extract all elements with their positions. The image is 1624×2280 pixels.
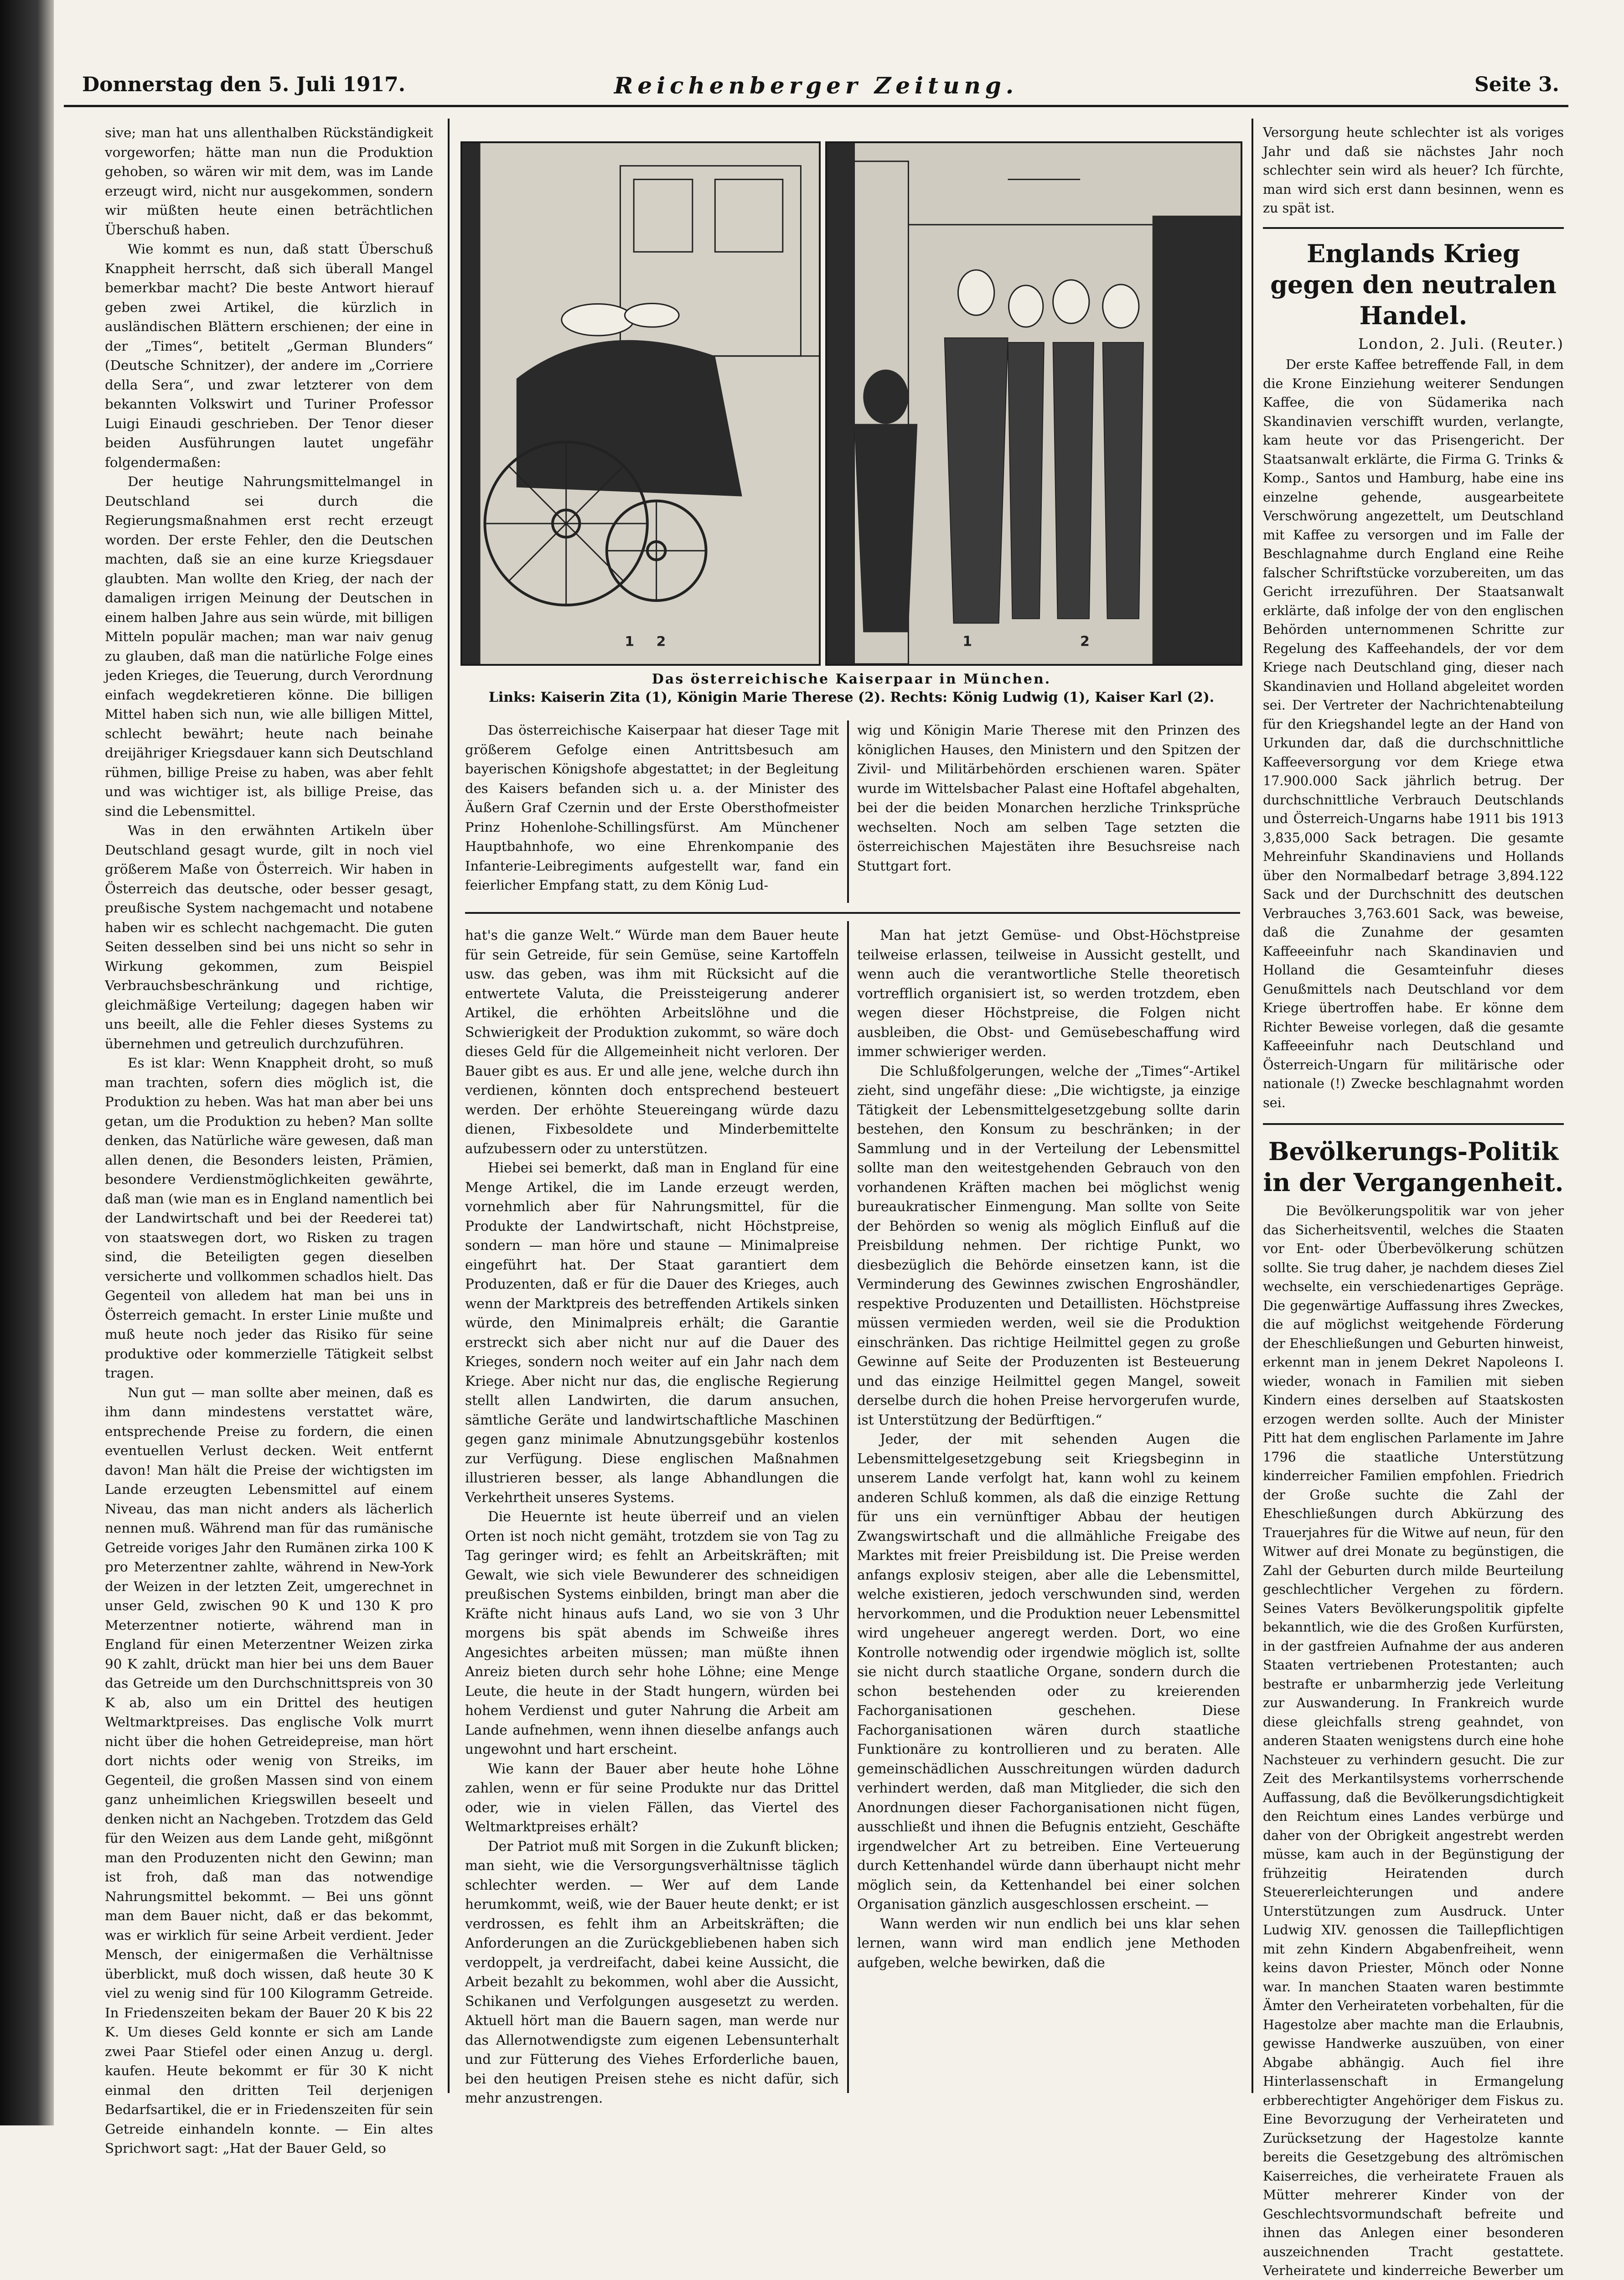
paragraph: Was in den erwähnten Artikeln über Deutschland gesagt wurde, gilt in noch viel größerem Maße von Österreich. Wir haben in Österreich das deutsche, oder besser gesagt, preußische System nachgemacht und notabene haben wir es schlecht nachgemacht. Die guten Seiten desselben sind bei uns nicht so sehr in Wirkung gekommen, zum Beispiel Verbrauchsbeschränkung und richtige, gleichmäßige Verteilung; dagegen haben wir uns beeilt, alle die Fehler dieses Systems zu übernehmen und getreulich durchzuführen. <box>105 823 433 1052</box>
paragraph: Versorgung heute schlechter ist als voriges Jahr und daß sie nächstes Jahr noch schlechter sein wird als heuer? Ich fürchte, man wird sich erst dann besinnen, wenn es zu spät ist. <box>1263 124 1564 216</box>
paragraph: Der heutige Nahrungsmittelmangel in Deutschland sei durch die Regierungsmaßnahmen erst recht erzeugt worden. Der erste Fehler, den die Deutschen machten, daß sie an eine kurze Kriegsdauer glaubten. Man wollte den Krieg, der nach der damaligen irrigen Meinung der Deutschen in einem halben Jahre aus sein würde, mit billigen Mitteln populär machen; man war naiv genug zu glauben, daß man die natürliche Folge eines jeden Krieges, die Teuerung, durch Verordnung einfach wegdekretieren könne. Die billigen Mittel haben sich nun, wie alle billigen Mittel, schlecht bewährt; heute nach beinahe dreijähriger Kriegsdauer kann sich Deutschland rühmen, billige Preise zu haben, was aber fehlt und was wichtiger ist, als billige Preise, das sind die Lebensmittel. <box>105 474 433 819</box>
section-rule <box>1263 1123 1564 1125</box>
illustration-left-panel <box>460 141 821 666</box>
column-rule <box>847 720 849 903</box>
column-1 <box>105 123 433 2156</box>
header-date: Donnerstag den 5. Juli 1917. <box>82 73 406 96</box>
paragraph: Es ist klar: Wenn Knappheit droht, so muß man trachten, sofern dies möglich ist, die Produktion zu heben. Was hat man aber bei uns getan, um die Produktion zu heben? Man sollte denken, das Natürliche wäre gewesen, daß man allen denen, die Besonders leisten, Prämien, besondere Verdienstmöglichkeiten gewährte, daß man (wie man es in England namentlich bei der Landwirtschaft und bei der Reederei tat) von staatswegen dort, wo Risken zu tragen sind, die Beteiligten gegen dieselben versicherte und vollkommen schadlos hielt. Das Gegenteil von alledem hat man bei uns in Österreich gemacht. In erster Linie mußte und muß heute noch jeder das Risiko für seine produktive oder kommerzielle Tätigkeit selbst tragen. <box>105 1055 433 1381</box>
newspaper-page <box>64 68 1568 2278</box>
paragraph: Das österreichische Kaiserpaar hat dieser Tage mit größerem Gefolge einen Antrittsbesuch am bayerischen Königshofe abgestattet; in der Begleitung des Kaisers befanden sich u. a. der Minister des Äußern Graf Czernin und der Erste Obersthofmeister Prinz Hohenlohe-Schillingsfürst. Am Münchener Hauptbahnhofe, wo eine Ehrenkompanie des Infanterie-Leibregiments aufgestellt war, fand ein feierlicher Empfang statt, zu dem König Lud- <box>465 722 839 893</box>
paragraph: Die Schlußfolgerungen, welche der „Times“-Artikel zieht, sind ungefähr diese: „Die wichtigste, ja einzige Tätigkeit der Lebensmittelgesetzgebung sollte darin bestehen, den Konsum zu beschränken; in der Sammlung und in der Verteilung der Lebensmittel sollte man den weitestgehenden Gebrauch von den vorhandenen Kräften machen bei möglichst wenig bureaukratischer Einmengung. Man sollte von Seite der Behörden so wenig als möglich Einfluß auf die Preisbildung nehmen. Der richtige Punkt, wo diesbezüglich die Behörde einsetzen kann, ist die Verminderung des Gewinnes zwischen Engroshändler, respektive Produzenten und Detaillisten. Höchstpreise müssen vermieden werden, weil sie die Produktion einschränken. Das richtige Heilmittel gegen zu große Gewinne auf Seite der Produzenten ist Besteuerung und das einzige Heilmittel gegen Mangel, soweit derselbe durch die hohen Preise hervorgerufen wurde, ist Unterstützung der Bedürftigen.“ <box>857 1063 1240 1428</box>
column-3-top <box>857 720 1240 903</box>
paragraph: Der Patriot muß mit Sorgen in die Zukunft blicken; man sieht, wie die Versorgungsverhältnisse täglich schlechter werden. — Wer auf dem Lande herumkommt, weiß, wie der Bauer heute denkt; er ist verdrossen, es fehlt ihm an Arbeitskräften; die Anforderungen an die Zurückgebliebenen haben sich verdoppelt, ja verdreifacht, dabei keine Aussicht, die Arbeit bezahlt zu bekommen, wohl aber die Aussicht, Schikanen und Verfolgungen ausgesetzt zu werden. Aktuell hört man die Bauern sagen, man werde nur das Allernotwendigste zum eigenen Lebensunterhalt und zur Fütterung des Viehes Erforderliche bauen, bei den heutigen Preisen stehe es nicht dafür, sich mehr anzustrengen. <box>465 1838 839 2106</box>
paragraph: Wann werden wir nun endlich bei uns klar sehen lernen, wann wird man endlich jene Methoden aufgeben, welche bewirken, daß die <box>857 1916 1240 1970</box>
column-4 <box>1263 123 1564 2278</box>
paragraph: Der erste Kaffee betreffende Fall, in dem die Krone Einziehung weiterer Sendungen Kaffee, die von Südamerika nach Skandinavien verschifft wurden, verlangte, kam heute vor das Prisengericht. Der Staatsanwalt erklärte, die Firma G. Trinks & Komp., Santos und Hamburg, habe eine ins einzelne gehende, ausgearbeitete Verschwörung angezettelt, um Deutschland mit Kaffee zu versorgen und im Falle der Beschlagnahme durch England eine Reihe falscher Schriftstücke vorzubereiten, um das Gericht irrezuführen. Der Staatsanwalt erklärte, daß infolge der von den englischen Behörden unternommenen Schritte zur Regelung des Kaffeehandels, der vor dem Kriege nach Deutschland ging, dieser nach Skandinavien und Holland abgeleitet worden sei. Der Vertreter der Nachrichtenabteilung für den Kriegshandel legte an der Hand von Urkunden dar, daß die durchschnittliche Kaffeeversorgung vor dem Kriege etwa 17.900.000 Sack jährlich betrug. Der durchschnittliche Verbrauch Deutschlands und Österreich-Ungarns habe 1911 bis 1913 3,835,000 Sack betragen. Die gesamte Mehreinfuhr Skandinaviens und Hollands über den Normalbedarf betrage 3,894.122 Sack und der Durchschnitt des deutschen Verbrauches 3,763.601 Sack, was beweise, daß die Zunahme der gesamten Kaffeeeinfuhr nach Skandinavien und Holland die Gesamteinfuhr dieses Genußmittels nach Deutschland vor dem Kriege übertroffen habe. Er könne dem Richter Beweise vorlegen, daß die gesamte Kaffeeeinfuhr nach Deutschland und Österreich-Ungarn für militärische oder nationale (!) Zwecke beschlagnahmt worden sei. <box>1263 357 1564 1110</box>
scan-edge <box>0 0 54 2125</box>
paragraph: wig und Königin Marie Therese mit den Prinzen des königlichen Hauses, den Ministern und den Spitzen der Zivil- und Militärbehörden erschienen waren. Später wurde im Wittelsbacher Palast eine Hoftafel abgehalten, bei der die beiden Monarchen herzliche Trinksprüche wechselten. Noch am selben Tage setzten die österreichischen Majestäten ihre Besuchsreise nach Stuttgart fort. <box>857 722 1240 874</box>
paragraph: Die Bevölkerungspolitik war von jeher das Sicherheitsventil, welches die Staaten vor Ent- oder Überbevölkerung schützen sollte. Sie trug daher, je nachdem dieses Ziel wechselte, ein verschiedenartiges Gepräge. Die gegenwärtige Auffassung ihres Zweckes, die auf möglichst weitgehende Förderung der Eheschließungen und Geburten hinweist, erkennt man in jenem Dekret Napoleons I. wieder, wonach in Familien mit sieben Kindern eines derselben auf Staatskosten erzogen werden sollte. Auch der Minister Pitt hat dem englischen Parlamente im Jahre 1796 die staatliche Unterstützung kinderreicher Familien empfohlen. Friedrich der Große suchte die Zahl der Eheschließungen durch Abkürzung des Trauerjahres für die Witwe auf neun, für den Witwer auf drei Monate zu begünstigen, die Zahl der Geburten durch milde Beurteilung geschlechtlicher Vergehen zu fördern. Seines Vaters Bevölkerungspolitik gipfelte bekanntlich, wie die des Großen Kurfürsten, in der gastfreien Aufnahme der aus anderen Staaten vertriebenen Protestanten; auch bestrafte er unbarmherzig jede Verleitung zur Auswanderung. In Frankreich wurde diese gleichfalls streng geahndet, von anderen Staaten wenigstens durch eine hohe Nachsteuer zu verhindern gesucht. Die zur Zeit des Merkantilsystems vorherrschende Auffassung, daß die Bevölkerungsdichtigkeit den Reichtum eines Landes verbürge und daher von der Obrigkeit angestrebt werden müsse, kam auch in der Begünstigung der frühzeitig Heiratenden durch Steuererleichterungen und andere Unterstützungen zum Ausdruck. Unter Ludwig XIV. genossen die Taillepflichtigen mit zehn Kindern Abgabenfreiheit, wenn keins davon Priester, Mönch oder Nonne war. In manchen Staaten waren bestimmte Ämter den Verheirateten vorbehalten, für die Hagestolze aber machte man die Erlaubnis, gewisse Handwerke auszuüben, von einer Abgabe abhängig. Auch fiel ihre Hinterlassenschaft in Ermangelung erbberechtigter Angehöriger dem Fiskus zu. Eine Bevorzugung der Verheirateten und Zurücksetzung der Hagestolze kannte bereits die Gesetzgebung des altrömischen Kaiserreiches, die verheiratete Frauen als Mütter mehrerer Kinder von der Geschlechtsvormundschaft befreite und ihnen das Anlegen einer besonderen auszeichnenden Tracht gestattete. Verheiratete und kinderreiche Bewerber um <box>1263 1203 1564 2278</box>
column-rule <box>1252 119 1253 2093</box>
illustration-caption <box>460 670 1242 707</box>
carriage-drawing <box>462 143 819 664</box>
paragraph: Jeder, der mit sehenden Augen die Lebensmittelgesetzgebung seit Kriegsbeginn in unserem Lande verfolgt hat, kann wohl zu keinem anderen Schluß kommen, als daß die einzige Rettung für uns ein vernünftiger Abbau der heutigen Zwangswirtschaft und die allmähliche Freigabe des Marktes mit freier Preisbildung ist. Die Preise werden anfangs explosiv steigen, aber alle die Lebensmittel, welche existieren, jedoch verschwunden sind, werden hervorkommen, und die Produktion neuer Lebensmittel wird ungeheuer angeregt werden. Dort, wo eine Kontrolle notwendig oder irgendwie möglich ist, sollte sie nicht durch staatliche Organe, sondern durch die schon bestehenden oder zu kreierenden Fachorganisationen geschehen. Diese Fachorganisationen wären durch staatliche Funktionäre zu kontrollieren und zu beraten. Alle gemeinschädlichen Ausschreitungen würden dadurch verhindert werden, daß man Mitglieder, die sich den Anordnungen dieser Fachorganisationen nicht fügen, ausschließt und ihnen die Befugnis entzieht, Geschäfte irgendwelcher Art zu betreiben. Eine Verteuerung durch Kettenhandel würde dann überhaupt nicht mehr möglich sein, da Kettenhandel bei einer solchen Organisation gänzlich ausgeschlossen erscheint. — <box>857 1431 1240 1912</box>
article-headline: Bevölkerungs-Politik in der Vergangenheit. <box>1263 1137 1564 1197</box>
caption-text: Links: Kaiserin Zita (1), Königin Marie Therese (2). Rechts: König Ludwig (1), Kaiser Karl (2). <box>488 689 1215 705</box>
illustration <box>460 141 1242 666</box>
section-rule <box>1263 227 1564 229</box>
column-2 <box>465 926 839 2106</box>
paragraph: Hiebei sei bemerkt, daß man in England für eine Menge Artikel, die im Lande erzeugt werden, vornehmlich aber für Nahrungsmittel, für die Produkte der Landwirtschaft, nicht Höchstpreise, sondern — man höre und staune — Minimalpreise eingeführt hat. Der Staat garantiert dem Produzenten, daß er für die Dauer des Krieges, auch wenn der Marktpreis des betreffenden Artikels sinken würde, den Minimalpreis erhält; die Garantie erstreckt sich aber nicht nur auf die Dauer des Krieges, sondern noch weiter auf ein Jahr nach dem Kriege. Aber nicht nur das, die englische Regierung stellt allen Landwirten, die darum ansuchen, sämtliche Geräte und landwirtschaftliche Maschinen gegen ganz minimale Abnutzungsgebühr kostenlos zur Verfügung. Diese englischen Maßnahmen illustrieren besser, als lange Abhandlungen die Verkehrtheit unseres Systems. <box>465 1160 839 1505</box>
paragraph: Wie kann der Bauer aber heute hohe Löhne zahlen, wenn er für seine Produkte nur das Drittel oder, wie in vielen Fällen, das Viertel des Weltmarktpreises erhält? <box>465 1761 839 1834</box>
paragraph: Nun gut — man sollte aber meinen, daß es ihm dann mindestens verstattet wäre, entsprechende Preise zu fordern, die einen eventuellen Verlust decken. Weit entfernt davon! Man hält die Preise der wichtigsten im Lande erzeugten Lebensmittel auf einem Niveau, das man nicht anders als lächerlich nennen muß. Während man für das rumänische Getreide voriges Jahr den Rumänen zirka 100 K pro Meterzentner zahlte, während in New-York der Weizen in der letzten Zeit, umgerechnet in unser Geld, zwischen 90 K und 130 K pro Meterzentner notierte, während man in England für einen Meterzentner Weizen zirka 90 K zahlt, drückt man hier bei uns dem Bauer das Getreide um den Durchschnittspreis von 30 K ab, also um ein Drittel des heutigen Weltmarktpreises. Das englische Volk murrt nicht über die hohen Getreidepreise, man hört dort nichts oder wenig von Streiks, im Gegenteil, die großen Massen sind von einem ganz unheimlichen Kriegswillen beseelt und denken nicht an Nachgeben. Trotzdem das Geld für den Weizen aus dem Lande geht, mißgönnt man den Produzenten nicht den Gewinn; man ist froh, daß man das notwendige Nahrungsmittel bekommt. — Bei uns gönnt man dem Bauer nicht, daß er das bekommt, was er wirklich für seine Arbeit verdient. Jeder Mensch, der einigermaßen die Verhältnisse überblickt, muß doch wissen, daß heute 30 K viel zu wenig sind für 100 Kilogramm Getreide. In Friedenszeiten bekam der Bauer 20 K bis 22 K. Um dieses Geld konnte er sich am Lande zwei Paar Stiefel oder einen Anzug u. dergl. kaufen. Heute bekommt er für 30 K nicht einmal den dritten Teil derjenigen Bedarfsartikel, die er in Friedenszeiten für sein Getreide einhandeln konnte. — Ein altes Sprichwort sagt: „Hat der Bauer Geld, so <box>105 1384 433 2156</box>
section-rule <box>465 912 1240 914</box>
procession-drawing <box>827 143 1241 664</box>
column-2-top <box>465 720 839 903</box>
article-dateline: London, 2. Juli. (Reuter.) <box>1358 335 1564 352</box>
svg-text:1: 1 <box>962 633 972 650</box>
page-header <box>64 68 1568 107</box>
newspaper-title: Reichenberger Zeitung. <box>614 72 1019 99</box>
svg-text:2: 2 <box>1080 633 1090 650</box>
column-rule <box>448 119 450 2093</box>
paragraph: Man hat jetzt Gemüse- und Obst-Höchstpreise teilweise erlassen, teilweise in Aussicht gestellt, und wenn auch die verantwortliche Stelle theoretisch vortrefflich organisiert ist, so werden trotzdem, eben wegen dieser Höchstpreise, die Folgen nicht ausbleiben, die Obst- und Gemüsebeschaffung wird immer schwieriger werden. <box>857 928 1240 1059</box>
paragraph: Die Heuernte ist heute überreif und an vielen Orten ist noch nicht gemäht, trotzdem sie von Tag zu Tag geringer wird; es fehlt an Arbeitskräften; mit Gewalt, wie sich viele Bewunderer des schneidigen preußischen Systems einbilden, bringt man aber die Kräfte nicht hinaus aufs Land, wo sie von 3 Uhr morgens bis spät abends im Schweiße ihres Angesichtes arbeiten müssen; man müßte ihnen Anreiz bieten durch sehr hohe Löhne; eine Menge Leute, die heute in der Stadt hungern, würden bei hohem Verdienst und guter Nahrung die Arbeit am Lande aufnehmen, wenn ihnen dieselbe anfangs auch ungewohnt und hart erscheint. <box>465 1509 839 1757</box>
illustration-right-panel <box>825 141 1242 666</box>
caption-title: Das österreichische Kaiserpaar in München. <box>652 671 1051 687</box>
column-rule <box>847 921 849 2093</box>
paragraph: hat's die ganze Welt.“ Würde man dem Bauer heute für sein Getreide, für sein Gemüse, seine Kartoffeln usw. das geben, was ihm mit Rücksicht auf die entwertete Valuta, die Preissteigerung anderer Artikel, die erhöhten Arbeitslöhne und die Schwierigkeit der Produktion zukommt, so wäre doch dieses Geld für die Allgemeinheit nicht verloren. Der Bauer gibt es aus. Er und alle jene, welche durch ihn verdienen, könnten doch entsprechend besteuert werden. Der erhöhte Steuereingang würde dazu dienen, Fixbesoldete und Minderbemittelte aufzubessern oder zu unterstützen. <box>465 928 839 1156</box>
svg-text:2: 2 <box>656 633 666 650</box>
paragraph: sive; man hat uns allenthalben Rückständigkeit vorgeworfen; hätte man nun die Produktion gehoben, so wären wir mit dem, was im Lande erzeugt wird, nicht nur ausgekommen, sondern wir müßten heute einen beträchtlichen Überschuß haben. <box>105 125 433 238</box>
paragraph: Wie kommt es nun, daß statt Überschuß Knappheit herrscht, daß sich überall Mangel bemerkbar macht? Die beste Antwort hierauf geben zwei Artikel, die kürzlich in ausländischen Blättern erschienen; der eine in der „Times“, betitelt „German Blunders“ (Deutsche Schnitzer), der andere im „Corriere della Sera“, und zwar letzterer von dem bekannten Volkswirt und Turiner Professor Luigi Einaudi geschrieben. Der Tenor dieser beiden Ausführungen lautet ungefähr folgendermaßen: <box>105 241 433 470</box>
svg-text:1: 1 <box>625 633 635 650</box>
article-headline: Englands Krieg gegen den neutralen Handel. <box>1270 238 1557 330</box>
page-number: Seite 3. <box>1474 73 1559 96</box>
column-3 <box>857 926 1240 2093</box>
